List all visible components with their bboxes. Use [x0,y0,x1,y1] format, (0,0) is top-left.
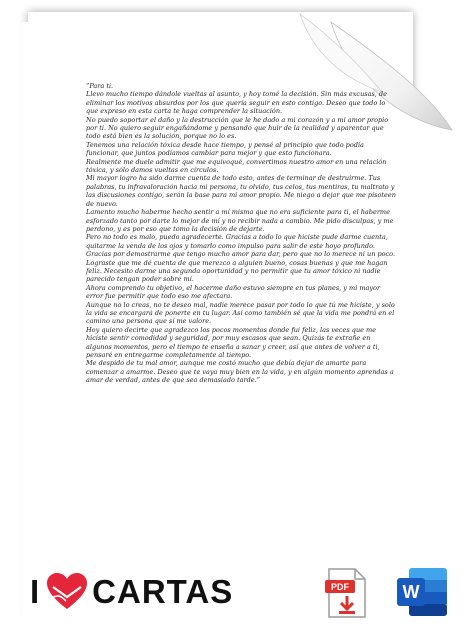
letter-paragraph: Hoy quiero decirte que agradezco los pocos momentos donde fui feliz, las veces que me hiciste sentir comodidad y seguridad, por muy escasos que sean. Quizás te extrañe en algunos momentos, pero el tiempo te enseña a sanar y creer, así que antes de volver a ti, pensaré en entregarme completamente al tiempo. [86,325,380,359]
word-download-icon[interactable] [395,566,449,618]
letter-paragraph: Lograste que me dé cuenta de que merezco a alguien bueno, cosas buenas y que me hagan feliz. Necesito darme una segunda oportunidad y no permitir que tu amor tóxico ni nadie parecido tengan poder sobre mí. [86,258,388,284]
pdf-download-icon[interactable] [325,568,369,618]
letter-paragraph: Mi mayor logro ha sido darme cuenta de todo esto, antes de terminar de destruirme. Tus palabras, tu infravaloración hacia mi persona, tu olvido, tus celos, tus mentiras, tu maltrato y las discusiones contigo, serán la base para mi amor propio. Me niego a dejar que me pisoteen de nuevo. [86,174,396,208]
logo-word: CARTAS [92,573,234,610]
letter-paragraph: Aunque no lo creas, no te deseo mal, nadie merece pasar por todo lo que tú me hiciste, y solo la vida se encargará de ponerte en tu lugar. Así como también sé que la vida me pondrá en el camino una persona que sí me valore. [86,300,395,326]
letter-paragraph: “Para ti. [86,82,114,90]
letter-paragraph: Pero no todo es malo, puedo agradecerte. Gracias a todo lo que hiciste pude darme cuenta, quitarme la venda de los ojos y tomarlo como impulso para salir de este hoyo profundo. Gracias por demostrarme que tengo mucho amor para dar, pero que no lo merece ni un poco. [86,233,396,259]
pdf-label: PDF [331,582,349,592]
letter-paragraph: Lamento mucho haberme hecho sentir a mí misma que no era suficiente para ti, el haberme esforzado tanto por darte lo mejor de mí y no recibir nada a cambio. Me pido disculpas, y me perdono, y es por eso que tomo la decisión de dejarte. [86,208,394,233]
heart-icon [46,573,88,611]
letter-paragraph: Me despido de tu mal amor, aunque me costó mucho que debía dejar de amarte para comenzar a amarme. Deseo que te vaya muy bien en la vida, y en algún momento aprendas a amar de verdad, antes de que sea demasiado tarde.” [86,359,394,385]
word-label: W [402,582,420,602]
letter-paragraph: Llevo mucho tiempo dándole vueltas al asunto, y hoy tomé la decisión. Sin más excusas, de eliminar los motivos absurdos por los que quería seguir en esto contigo. Deseo que todo lo que expreso en esta carta te haga comprender la situación. [86,90,387,116]
logo-prefix: I [30,573,41,610]
i-love-cartas-logo [30,572,233,612]
letter-paragraph: No puedo soportar el daño y la destrucción que le he dado a mi corazón y a mi amor propio por ti. No quiero seguir engañándome y pensando que huir de la realidad y aparentar que todo está bien es la solución, porque no lo es. [86,115,389,141]
letter-body [86,82,398,385]
letter-paragraph: Tenemos una relación tóxica desde hace tiempo, y pensé al principio que todo podía funcionar, que juntos podíamos cambiar para mejor y que esto funcionara. [86,140,364,158]
letter-paragraph: Realmente me duele admitir que me equivoqué, convertimos nuestro amor en una relación tóxica, y sólo damos vueltas en círculos. [86,157,387,175]
letter-paragraph: Ahora comprendo tu objetivo, el hacerme daño estuvo siempre en tus planes, y mi mayor error fue permitir que todo eso me afectara. [86,283,381,301]
